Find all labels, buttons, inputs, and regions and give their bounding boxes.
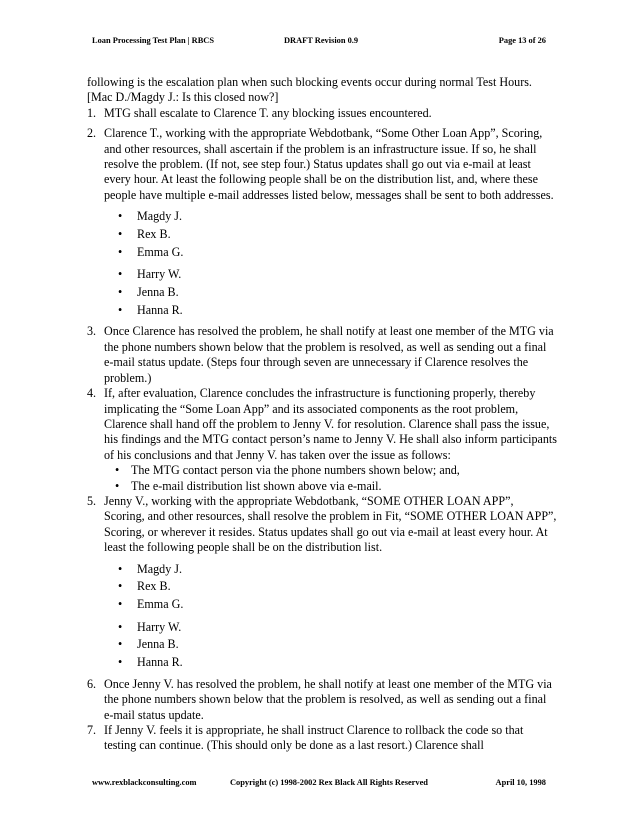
list-item: • Emma G. bbox=[104, 244, 557, 262]
footer-date: April 10, 1998 bbox=[495, 778, 546, 787]
list-item: • Harry W. bbox=[104, 619, 557, 637]
list-item: • Hanna R. bbox=[104, 654, 557, 672]
distribution-list-group-1 bbox=[104, 208, 557, 261]
step-number: 4. bbox=[87, 386, 97, 401]
list-item: • Rex B. bbox=[104, 226, 557, 244]
step-4 bbox=[87, 386, 557, 494]
step-2 bbox=[87, 126, 557, 319]
step-number: 7. bbox=[87, 723, 97, 737]
notification-list bbox=[104, 463, 557, 494]
header-page-number: Page 13 of 26 bbox=[498, 36, 546, 45]
list-item: • Jenna B. bbox=[104, 284, 557, 302]
step-text: MTG shall escalate to Clarence T. any blocking issues encountered. bbox=[104, 105, 432, 120]
step-1 bbox=[87, 106, 557, 121]
step-number: 5. bbox=[87, 493, 97, 508]
list-item: • Harry W. bbox=[104, 266, 557, 284]
distribution-list-group-2 bbox=[104, 266, 557, 319]
footer-website: www.rexblackconsulting.com bbox=[92, 778, 197, 787]
step-number: 3. bbox=[87, 324, 97, 339]
list-item: • Jenna B. bbox=[104, 636, 557, 654]
list-item: • Rex B. bbox=[104, 578, 557, 596]
step-3 bbox=[87, 324, 557, 386]
step-text: If Jenny V. feels it is appropriate, he shall instruct Clarence to rollback the code so that testing can continue. (This should only be done as a last resort.) Clarence shall bbox=[104, 723, 524, 753]
step-text: If, after evaluation, Clarence concludes the infrastructure is functioning properly, thereby implicating the “Some Loan App” and its associated components as the root problem, Clarence shall hand off the problem to Jenny V. for resolution. Clarence shall pass the issue, his findings and the MTG contact person’s name to Jenny V. He shall also inform participants of his conclusions and that Jenny V. has taken over the issue as follows: bbox=[104, 386, 557, 462]
step-number: 1. bbox=[87, 105, 97, 120]
list-item: • The MTG contact person via the phone numbers shown below; and, bbox=[104, 463, 557, 478]
footer-copyright: Copyright (c) 1998-2002 Rex Black All Rights Reserved bbox=[230, 778, 428, 787]
document-body bbox=[87, 75, 557, 754]
escalation-steps bbox=[87, 106, 557, 754]
step-5 bbox=[87, 494, 557, 672]
step-text: Jenny V., working with the appropriate Webdotbank, “SOME OTHER LOAN APP”, Scoring, and other resources, shall resolve the problem in Fit, “SOME OTHER LOAN APP”, Scoring, or wherever it resides. Status updates shall go out via e-mail at least every hour. At least the following people shall be on the distribution list. bbox=[104, 493, 557, 555]
step-6 bbox=[87, 677, 557, 723]
list-item: • Magdy J. bbox=[104, 208, 557, 226]
intro-paragraph: following is the escalation plan when such blocking events occur during normal Test Hours. [Mac D./Magdy J.: Is this closed now?] bbox=[87, 75, 532, 105]
header-revision: DRAFT Revision 0.9 bbox=[284, 36, 359, 45]
list-item: • Hanna R. bbox=[104, 302, 557, 320]
step-number: 2. bbox=[87, 126, 97, 141]
list-item: • Emma G. bbox=[104, 596, 557, 614]
header-document-title: Loan Processing Test Plan | RBCS bbox=[92, 36, 214, 45]
step-7 bbox=[87, 723, 557, 754]
list-item: • The e-mail distribution list shown above via e-mail. bbox=[104, 479, 557, 494]
distribution-list-group-1 bbox=[104, 561, 557, 614]
distribution-list-group-2 bbox=[104, 619, 557, 672]
list-item: • Magdy J. bbox=[104, 561, 557, 579]
step-text: Clarence T., working with the appropriate Webdotbank, “Some Other Loan App”, Scoring, and other resources, shall ascertain if the problem is an infrastructure issue. If so, he shall resolve the problem. (If not, see step four.) Status updates shall go out via e-mail at least every hour. At least the following people shall be on the distribution list, and, where these people have multiple e-mail addresses listed below, messages shall be sent to both addresses. bbox=[104, 126, 554, 202]
step-number: 6. bbox=[87, 676, 97, 691]
step-text: Once Jenny V. has resolved the problem, he shall notify at least one member of the MTG via the phone numbers shown below that the problem is resolved, as well as sending out a final e-mail status update. bbox=[104, 676, 552, 722]
step-text: Once Clarence has resolved the problem, he shall notify at least one member of the MTG via the phone numbers shown below that the problem is resolved, as well as sending out a final e-mail status update. (Steps four through seven are unnecessary if Clarence resolves the problem.) bbox=[104, 324, 554, 385]
